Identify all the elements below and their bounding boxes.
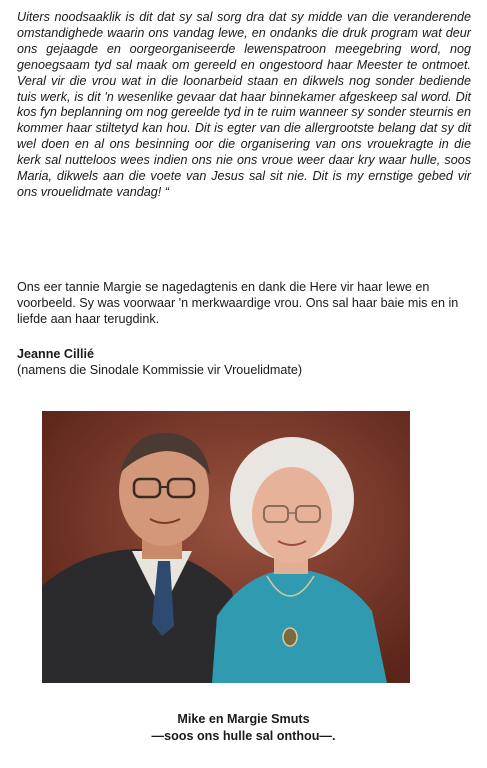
caption-subtitle: —soos ons hulle sal onthou—. [151,729,336,743]
caption-names: Mike en Margie Smuts [177,712,310,726]
portrait-illustration [42,411,410,683]
tribute-paragraph: Ons eer tannie Margie se nagedagtenis en dank die Here vir haar lewe en voorbeeld. Sy was voorwaar 'n merkwaardige vrou. Ons sal haar baie mis en in liefde aan haar terugdink. [17,280,459,326]
photo-caption [0,711,487,745]
author-role: (namens die Sinodale Kommissie vir Vrouelidmate) [17,363,303,377]
author-name: Jeanne Cillié [17,347,94,361]
couple-portrait-photo [42,411,410,683]
woman-pendant [283,628,297,646]
quote-paragraph: Uiters noodsaaklik is dit dat sy sal sorg dra dat sy midde van die veranderende omstandighede waarin ons vandag lewe, en ondanks die druk program wat deur ons gejaagde en oorgeorganiseerde lewenspatroon meegebring word, nog genoegsaam tyd sal maak om gereeld en ongestoord haar Meester te ontmoet. Veral vir die vrou wat in die loonarbeid staan en dikwels nog sonder bediende tuis werk, is dit 'n wesenlike gevaar dat haar binnekamer afgeskeep sal word. Dit kos fyn beplanning om nog gereelde tyd in te ruim wanneer sy sonder steurnis en kommer haar stiltetyd kan hou. Dit is egter van die allergrootste belang dat sy dit wel doen en al ons besinning oor die organisering van ons vrouekragte in die kerk sal nutteloos wees indien ons nie ons vroue weer daar kry waar hulle, soos Maria, dikwels aan die voete van Jesus sal sit nie. Dit is my ernstige gebed vir ons vrouelidmate vandag! “ [17,10,471,199]
